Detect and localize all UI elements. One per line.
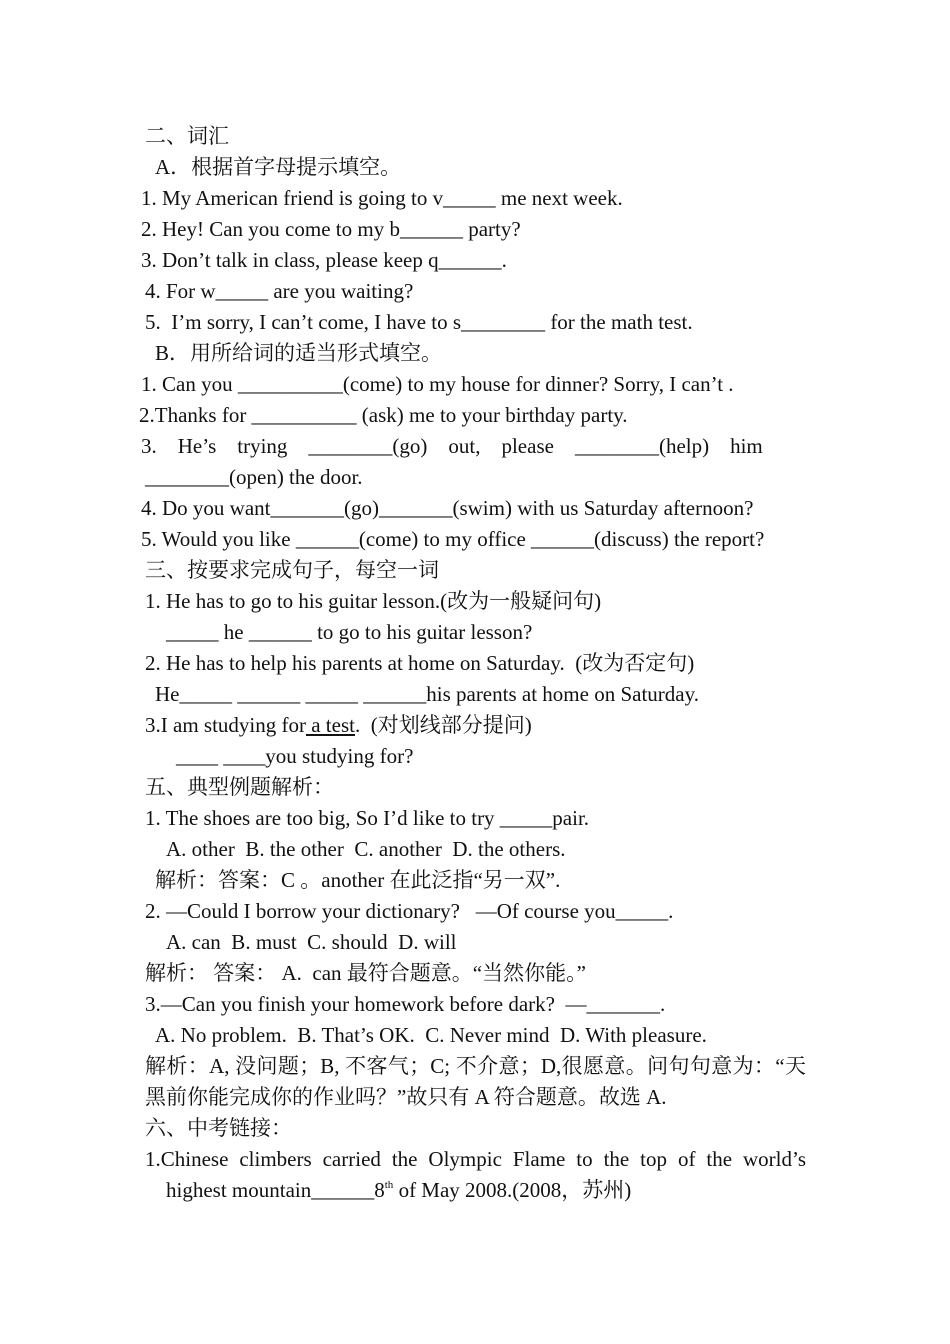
exam-text: highest mountain______8 — [166, 1178, 385, 1202]
part-b-item: 3. He’s trying ________(go) out, please ________(help) him — [141, 434, 763, 458]
part-b-item: ________(open) the door. — [145, 465, 363, 489]
rewrite-item: _____ he ______ to go to his guitar lesson? — [166, 620, 533, 644]
part-a-item: 3. Don’t talk in class, please keep q______. — [141, 248, 507, 272]
rewrite-item: 1. He has to go to his guitar lesson.(改为一般疑问句) — [145, 589, 602, 613]
section-heading-vocab: 二、词汇 — [145, 124, 229, 148]
example-question: 1. The shoes are too big, So I’d like to try _____pair. — [145, 806, 590, 830]
example-options: A. No problem. B. That’s OK. C. Never mind D. With pleasure. — [155, 1023, 707, 1047]
part-a-item: 4. For w_____ are you waiting? — [145, 279, 414, 303]
example-options: A. can B. must C. should D. will — [166, 930, 457, 954]
part-b-heading: B．用所给词的适当形式填空。 — [155, 341, 443, 365]
underlined-phrase: a test — [305, 713, 355, 737]
rewrite-item: 2. He has to help his parents at home on Saturday. (改为否定句) — [145, 651, 695, 675]
example-analysis: 解析： 答案： A. can 最符合题意。“当然你能。” — [145, 961, 586, 985]
part-b-item: 4. Do you want_______(go)_______(swim) with us Saturday afternoon? — [141, 496, 754, 520]
part-b-item: 2.Thanks for __________ (ask) me to your birthday party. — [139, 403, 628, 427]
exam-text: of May 2008.(2008，苏州) — [393, 1178, 632, 1202]
exam-item — [166, 1177, 631, 1203]
rewrite-item — [145, 712, 532, 738]
example-options: A. other B. the other C. another D. the others. — [166, 837, 566, 861]
rewrite-item: He_____ ______ _____ ______his parents at home on Saturday. — [155, 682, 699, 706]
rewrite-text: . (对划线部分提问) — [354, 713, 532, 737]
example-analysis: 解析：答案：C 。another 在此泛指“另一双”. — [155, 868, 561, 892]
part-b-item: 1. Can you __________(come) to my house for dinner? Sorry, I can’t . — [141, 372, 734, 396]
section-heading-rewrite: 三、按要求完成句子，每空一词 — [145, 558, 439, 582]
part-a-item: 5. I’m sorry, I can’t come, I have to s________ for the math test. — [145, 310, 693, 334]
example-analysis: 黑前你能完成你的作业吗？”故只有 A 符合题意。故选 A. — [145, 1085, 667, 1109]
example-question: 2. —Could I borrow your dictionary? —Of course you_____. — [145, 899, 674, 923]
example-analysis: 解析：A, 没问题；B, 不客气；C; 不介意；D,很愿意。问句句意为：“天 — [145, 1054, 806, 1078]
exam-item: 1.Chinese climbers carried the Olympic Flame to the top of the world’s — [145, 1147, 806, 1171]
rewrite-item: ____ ____you studying for? — [176, 744, 414, 768]
part-b-item: 5. Would you like ______(come) to my office ______(discuss) the report? — [141, 527, 765, 551]
part-a-heading: A．根据首字母提示填空。 — [155, 155, 402, 179]
part-a-item: 1. My American friend is going to v_____ me next week. — [141, 186, 623, 210]
example-question: 3.—Can you finish your homework before dark? —_______. — [145, 992, 666, 1016]
section-heading-exam: 六、中考链接： — [145, 1116, 292, 1140]
section-heading-examples: 五、典型例题解析： — [145, 775, 334, 799]
ordinal-suffix: th — [384, 1179, 394, 1191]
part-a-item: 2. Hey! Can you come to my b______ party? — [141, 217, 521, 241]
rewrite-text: 3.I am studying for — [145, 713, 306, 737]
